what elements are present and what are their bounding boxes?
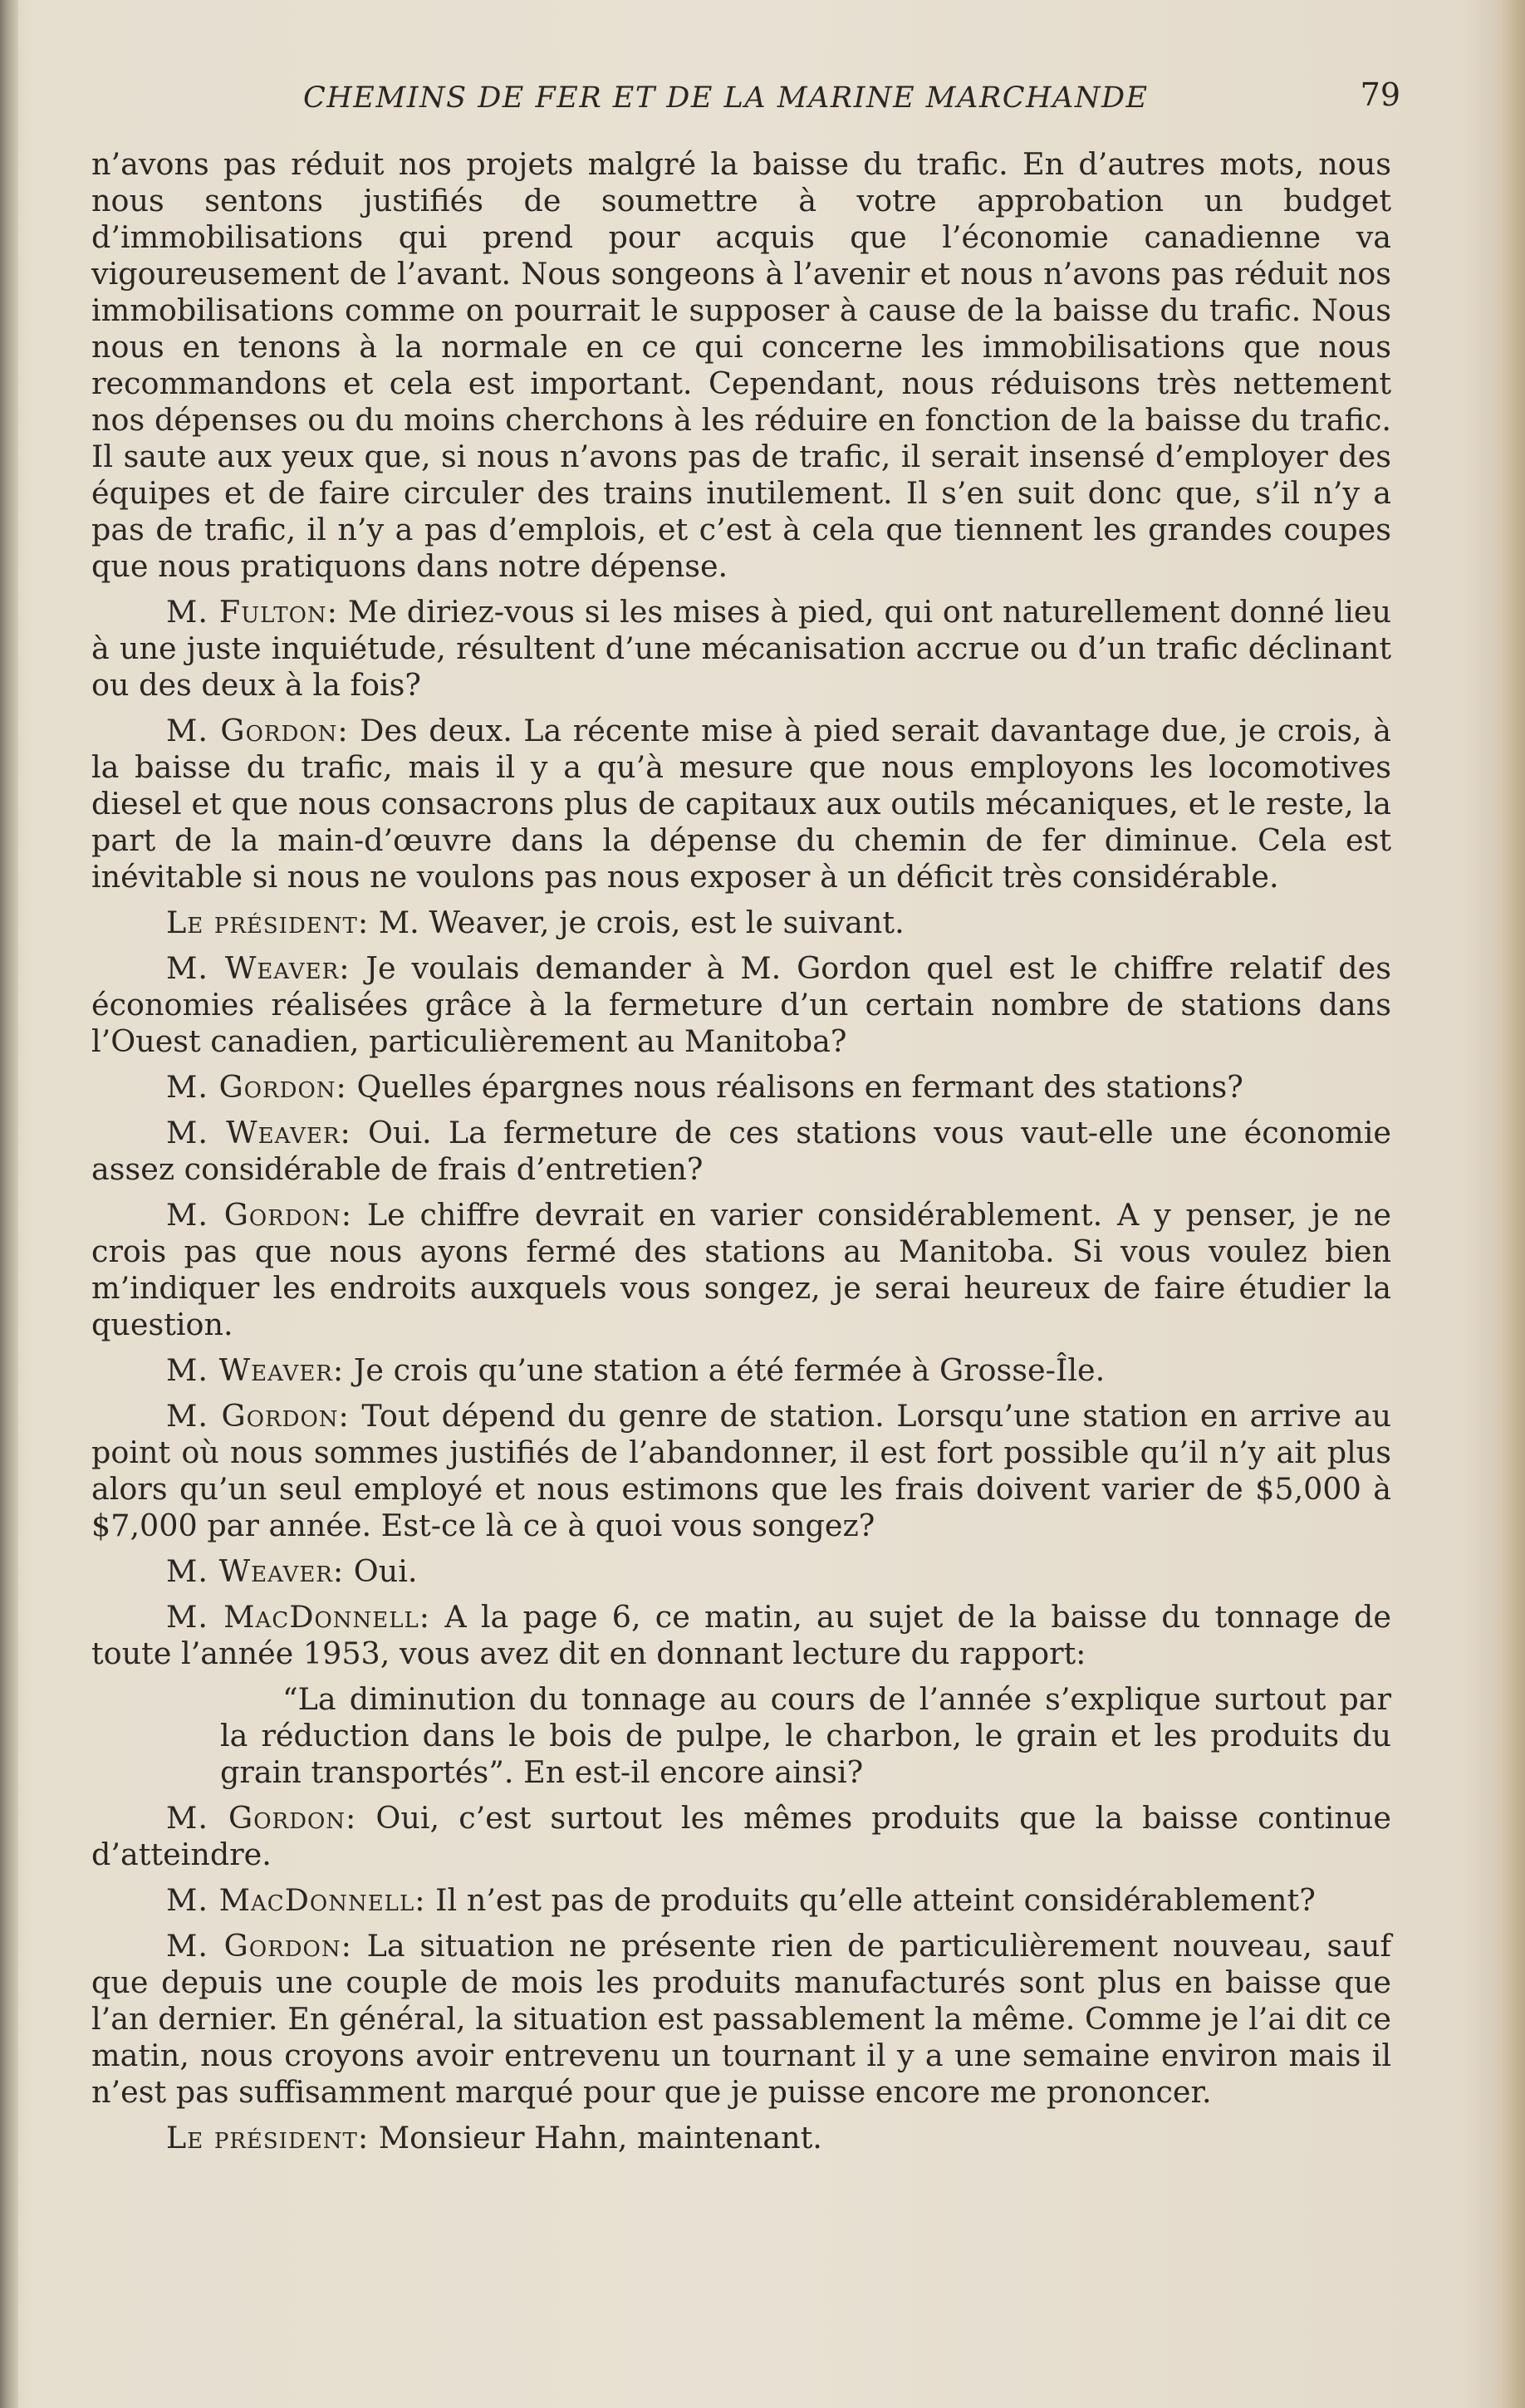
speaker-name: M. Gordon: — [166, 1928, 352, 1964]
paragraph — [91, 1398, 1391, 1544]
paragraph-text: “La diminution du tonnage au cours de l’année s’explique surtout par la réduction dans le bois de pulpe, le charbon, le grain et les produits du grain transportés”. En est-il encore ainsi? — [220, 1681, 1391, 1790]
speaker-name: M. Fulton: — [166, 594, 338, 630]
speaker-name: M. Gordon: — [166, 713, 349, 748]
paragraph-text: M. Weaver, je crois, est le suivant. — [378, 905, 905, 940]
paragraph — [91, 1553, 1391, 1590]
speaker-name: M. Weaver: — [166, 950, 351, 986]
paragraph — [91, 1115, 1391, 1188]
paragraph-text: Oui. La fermeture de ces stations vous vaut-elle une économie assez considérable de frais d’entretien? — [91, 1115, 1391, 1187]
paragraph-text: Je crois qu’une station a été fermée à Grosse-Île. — [353, 1352, 1106, 1388]
paragraph-text: Oui, c’est surtout les mêmes produits que la baisse continue d’atteindre. — [91, 1800, 1391, 1872]
paragraph-text: Je voulais demander à M. Gordon quel est le chiffre relatif des économies réalisées grâce à la fermeture d’un certain nombre de stations dans l’Ouest canadien, particulièrement au Manitoba? — [91, 950, 1392, 1059]
paragraph-text: Oui. — [353, 1553, 418, 1589]
paragraph — [91, 905, 1391, 941]
page-number: 79 — [1360, 76, 1400, 113]
speaker-name: M. Weaver: — [166, 1352, 345, 1388]
running-title: CHEMINS DE FER ET DE LA MARINE MARCHANDE — [303, 81, 1149, 115]
speaker-name: M. MacDonnell: — [166, 1882, 426, 1918]
paragraph — [91, 713, 1391, 895]
book-spine-shadow — [0, 0, 18, 2408]
paragraph-text: Il n’est pas de produits qu’elle atteint considérablement? — [435, 1882, 1316, 1918]
speaker-name: Le président: — [166, 2120, 370, 2155]
transcript-body — [91, 146, 1391, 2165]
paragraph-text: Monsieur Hahn, maintenant. — [378, 2120, 822, 2155]
paragraph-text: Quelles épargnes nous réalisons en fermant des stations? — [356, 1069, 1243, 1105]
paragraph — [91, 2120, 1391, 2156]
page-header — [91, 76, 1400, 126]
paragraph-text: La situation ne présente rien de particulièrement nouveau, sauf que depuis une couple de mois les produits manufacturés sont plus en baisse que l’an dernier. En général, la situation est passablement la même. Comme je l’ai dit ce matin, nous croyons avoir entrevenu un tournant il y a une semaine environ mais il n’est pas suffisamment marqué pour que je puisse encore me prononcer. — [91, 1928, 1391, 2110]
speaker-name: M. Gordon: — [166, 1398, 350, 1434]
paragraph — [91, 594, 1391, 704]
paragraph-text: A la page 6, ce matin, au sujet de la baisse du tonnage de toute l’année 1953, vous avez dit en donnant lecture du rapport: — [91, 1599, 1392, 1671]
page-edge — [1500, 0, 1525, 2408]
paragraph — [91, 1069, 1391, 1106]
paragraph — [91, 1928, 1391, 2111]
paragraph-text: Des deux. La récente mise à pied serait davantage due, je crois, à la baisse du trafic, mais il y a qu’à mesure que nous employons les locomotives diesel et que nous consacrons plus de capitaux aux outils mécaniques, et le reste, la part de la main-d’œuvre dans la dépense du chemin de fer diminue. Cela est inévitable si nous ne voulons pas nous exposer à un déficit très considérable. — [91, 713, 1391, 895]
speaker-name: M. Weaver: — [166, 1115, 351, 1150]
speaker-name: M. Gordon: — [166, 1800, 357, 1836]
paragraph-text: Tout dépend du genre de station. Lorsqu’une station en arrive au point où nous sommes justifiés de l’abandonner, il est fort possible qu’il n’y ait plus alors qu’un seul employé et nous estimons que les frais doivent varier de $5,000 à $7,000 par année. Est-ce là ce à quoi vous songez? — [91, 1398, 1391, 1543]
paragraph-text: Me diriez-vous si les mises à pied, qui ont naturellement donné lieu à une juste inquiétude, résultent d’une mécanisation accrue ou d’un trafic déclinant ou des deux à la fois? — [91, 594, 1391, 703]
speaker-name: M. Gordon: — [166, 1069, 347, 1105]
paragraph — [91, 146, 1391, 585]
paragraph — [91, 1882, 1391, 1919]
paragraph — [91, 1197, 1391, 1343]
paragraph — [91, 1800, 1391, 1873]
speaker-name: M. Weaver: — [166, 1553, 345, 1589]
speaker-name: M. Gordon: — [166, 1197, 353, 1233]
paragraph — [91, 1352, 1391, 1389]
speaker-name: M. MacDonnell: — [166, 1599, 431, 1635]
quoted-passage — [220, 1681, 1391, 1791]
paragraph — [91, 950, 1391, 1060]
paragraph — [91, 1599, 1391, 1672]
speaker-name: Le président: — [166, 905, 370, 940]
paragraph-text: Le chiffre devrait en varier considérablement. A y penser, je ne crois pas que nous ayons fermé des stations au Manitoba. Si vous voulez bien m’indiquer les endroits auxquels vous songez, je serai heureux de faire étudier la question. — [91, 1197, 1391, 1342]
paragraph-text: n’avons pas réduit nos projets malgré la baisse du trafic. En d’autres mots, nous nous sentons justifiés de soumettre à votre approbation un budget d’immobilisations qui prend pour acquis que l’économie canadienne va vigoureusement de l’avant. Nous songeons à l’avenir et nous n’avons pas réduit nos immobilisations comme on pourrait le supposer à cause de la baisse du trafic. Nous nous en tenons à la normale en ce qui concerne les immobilisations que nous recommandons et cela est important. Cependant, nous réduisons très nettement nos dépenses ou du moins cherchons à les réduire en fonction de la baisse du trafic. Il saute aux yeux que, si nous n’avons pas de trafic, il serait insensé d’employer des équipes et de faire circuler des trains inutilement. Il s’en suit donc que, s’il n’y a pas de trafic, il n’y a pas d’emplois, et c’est à cela que tiennent les grandes coupes que nous pratiquons dans notre dépense. — [91, 146, 1391, 584]
